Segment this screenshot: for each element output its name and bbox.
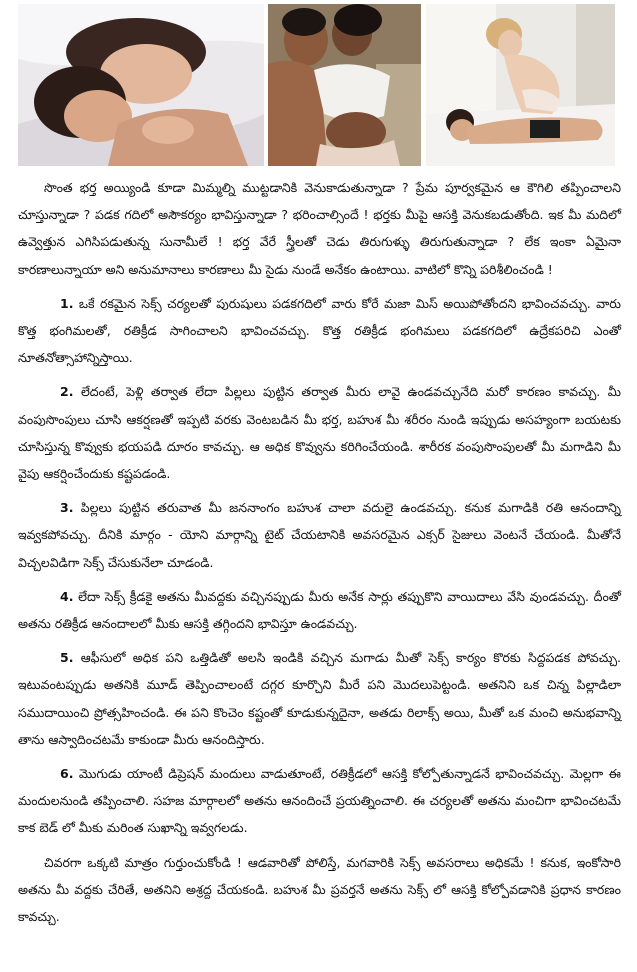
point-text: లేదా సెక్స్ క్రీడకై అతను మీవద్దకు వచ్చినప్పుడు మీరు అనేక సార్లు తప్పుకొని వాయిదాలు వేసి వుండవచ్చు. దీంతో అతను రతిక్రీడ ఆనందాలలో మీకు ఆసక్తి తగ్గిందని భావిస్తూ ఉండవచ్చు. xyxy=(18,588,621,632)
point-1 xyxy=(18,290,621,372)
point-5 xyxy=(18,644,621,753)
couple-bed-photo xyxy=(18,4,264,166)
closing-paragraph: చివరగా ఒక్కటి మాత్రం గుర్తుంచుకోండి ! ఆడవారితో పోలిస్తే, మగవారికి సెక్స్ అవసరాలు అధికమే ! కనుక, ఇంకోసారి అతను మీ వద్దకు చేరితే, అతనిని అశ్రద్ద చేయకండి. బహుశ మీ ప్రవర్తనే అతను సెక్స్ లో ఆసక్తి కోల్పోవడానికి ప్రధాన కారణం కావచ్చు. xyxy=(18,854,621,925)
point-number: 3. xyxy=(60,500,74,516)
point-text: లేదంటే, పెళ్లి తర్వాత లేదా పిల్లలు పుట్టిన తర్వాత మీరు లావై ఉండవచ్చునేది మరో కారణం కావచ్చు. మీ వంపుసొంపులు చూసి ఆకర్షణతో ఇప్పటి వరకు వెంటబడిన మీ భర్త, బహుశ మీ శరీరం నుండి ఇప్పుడు అసహ్యంగా బయటకు చూసిస్తున్న కొవ్వుకు భయపడి దూరం కావచ్చు. ఆ అధిక కొవ్వును కరిగించేయండి. శారీరక వంపుసొంపులతో మీ మగాడిని మీ వైపు ఆకర్షించేందుకు కష్టపడండి. xyxy=(18,384,621,482)
point-number: 6. xyxy=(60,766,74,782)
point-text: మొగుడు యాంటీ డిప్రెషన్ మందులు వాడుతూంటే, రతిక్రీడలో ఆసక్తి కోల్పోతున్నాడనే భావించవచ్చు. మెల్లగా ఈ మందులనుండి తప్పించాలి. సహజ మార్గాలలో అతను ఆనందించే ప్రయత్నించాలి. ఈ చర్యలతో అతను మంచిగా భావించటమే కాక బెడ్ లో మీకు మరింత సుఖాన్ని ఇవ్వగలడు. xyxy=(18,766,621,836)
point-6 xyxy=(18,760,621,842)
photo-strip xyxy=(0,0,637,168)
point-number: 4. xyxy=(60,588,74,604)
couple-on-bed-photo xyxy=(426,4,615,166)
point-3 xyxy=(18,494,621,576)
point-2 xyxy=(18,378,621,487)
point-text: పిల్లలు పుట్టిన తరువాత మీ జననాంగం బహుశ చాలా వదులై ఉండవచ్చు. కనుక మగాడికి రతి ఆనందాన్ని ఇవ్వకపోవచ్చు. దీనికి మార్గం - యోని మార్గాన్ని టైట్ చేయటానికి అవసరమైన ఎక్సర్ సైజులు వెంటనే చేయండి. మీతోనే విచ్చలవిడిగా సెక్స్ చేసుకునేలా చూడండి. xyxy=(18,500,621,570)
point-text: ఆఫీసులో అధిక పని ఒత్తిడితో అలసి ఇండికి వచ్చిన మగాడు మీతో సెక్స్ కార్యం కొరకు సిద్దపడక పోవచ్చు. ఇటువంటప్పుడు అతనికి మూడ్ తెప్పించాలంటే దగ్గర కూర్చొని మీరే పని మొదలుపెట్టండి. అతనిని ఒక చిన్న పిల్లాడిలా సముదాయించి ప్రోత్సహించండి. ఈ పని కొంచెం కష్టంతో కూడుకున్నదైనా, అతడు రిలాక్స్ అయి, మీతో ఒక మంచి అనుభవాన్ని తాను ఆస్వాదించటమే కాకుండా మీరు ఆనందిస్తారు. xyxy=(18,650,621,747)
point-number: 2. xyxy=(60,384,74,400)
point-number: 5. xyxy=(60,650,74,666)
intro-paragraph: సొంత భర్త అయ్యిండి కూడా మిమ్మల్ని ముట్టడానికి వెనుకాడుతున్నాడా ? ప్రేమ పూర్వకమైన ఆ కౌగిలి తప్పించాలని చూస్తున్నాడా ? పడక గదిలో అసౌకర్యం భావిస్తున్నాడా ? భరించాల్సిందే ! భర్తకు మీపై ఆసక్తి వెనుకబడుతోంది. ఇక మీ మదిలో ఉవ్వెత్తున ఎగిసిపడుతున్న సునామీలే ! భర్త వేరే స్త్రీలతో చెడు తిరుగుళ్ళు తిరుగుతున్నాడా ? లేక ఇంకా ఏమైనా కారణాలున్నాయా అని అనుమానాలు కారణాలు మీ సైడు నుండే అనేకం ఉంటాయి. వాటిలో కొన్ని పరిశీలించండి ! xyxy=(18,180,621,277)
point-number: 1. xyxy=(60,295,74,311)
couple-embrace-photo xyxy=(268,4,421,166)
point-text: ఒకే రకమైన సెక్స్ చర్యలతో పురుషులు పడకగదిలో వారు కోరే మజా మిస్ అయిపోతోందని భావించవచ్చు. వారు కొత్త భంగిమలతో, రతిక్రీడ సాగించాలని భావించవచ్చు. కొత్త రతిక్రీడ భంగిమలు పడకగదిలో ఉద్రేకపరిచి ఎంతో నూతనోత్సాహాన్నిస్తాయి. xyxy=(18,295,621,366)
point-4 xyxy=(18,583,621,637)
article-body xyxy=(18,174,621,937)
